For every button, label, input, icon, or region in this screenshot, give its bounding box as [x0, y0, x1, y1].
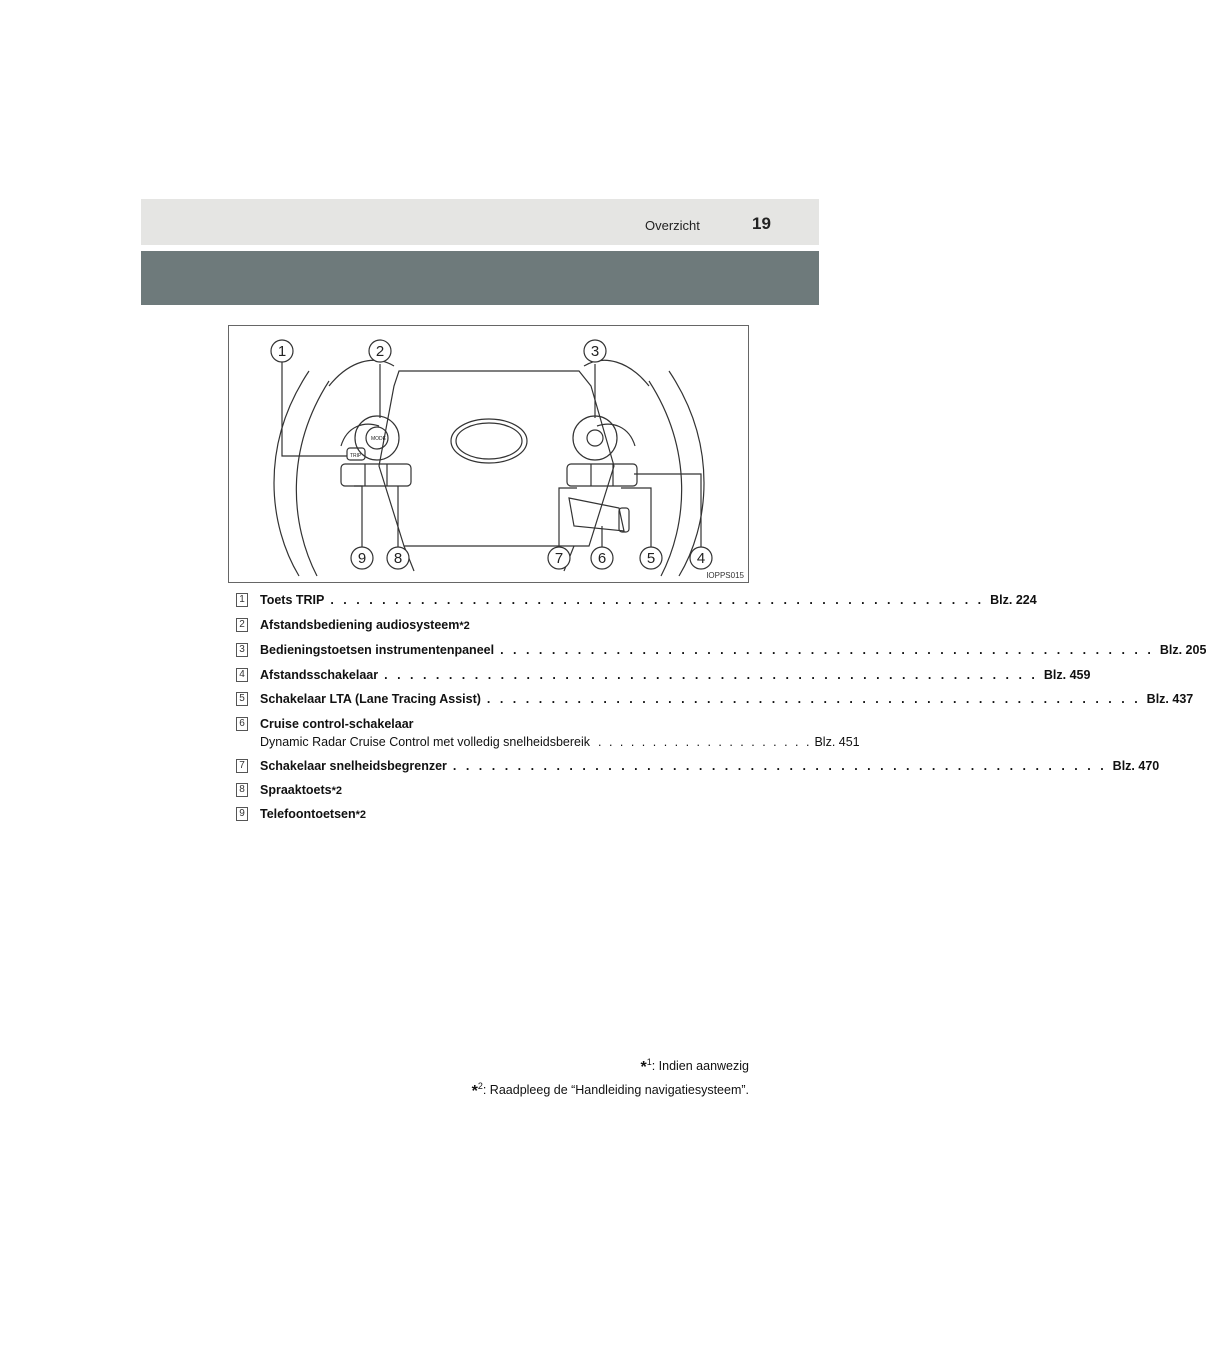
footnote-mark: * [471, 1083, 478, 1100]
item-title: Afstandsschakelaar [260, 668, 379, 682]
item-number: 3 [236, 643, 248, 657]
footnotes [471, 1056, 749, 1107]
figure-code: IOPPS015 [706, 571, 744, 580]
header-band [141, 199, 819, 245]
item-title: Bedieningstoetsen instrumentenpaneel [260, 643, 495, 657]
callout-2: 2 [375, 343, 385, 360]
steering-wheel-illustration [229, 326, 748, 582]
page-reference: Blz. 451 [814, 735, 860, 749]
item-number: 6 [236, 717, 248, 731]
footnote-index: 2 [477, 1080, 483, 1091]
page-reference: Blz. 470 [1112, 759, 1160, 773]
leader-dots: . . . . . . . . . . . . . . . . . . . . . . . . . . . . . . . . . . . . . . . . . . . . . . . . . . . [384, 668, 1038, 682]
title-band [141, 251, 819, 305]
section-title: Overzicht [645, 218, 700, 233]
item-title: Cruise control-schakelaar [260, 717, 414, 731]
footnote [472, 1056, 749, 1077]
leader-dots: . . . . . . . . . . . . . . . . . . . . . . . . . . . . . . . . . . . . . . . . . . . . . . . . . . . [500, 643, 1154, 657]
footnote-index: 1 [646, 1056, 652, 1067]
page-reference: Blz. 459 [1043, 668, 1091, 682]
leader-dots: . . . . . . . . . . . . . . . . . . . . [598, 735, 812, 749]
item-title: Spraaktoets [260, 783, 332, 797]
item-number: 8 [236, 783, 248, 797]
item-number: 2 [236, 618, 248, 632]
trip-button-label: TRIP [350, 453, 362, 459]
leader-dots: . . . . . . . . . . . . . . . . . . . . . . . . . . . . . . . . . . . . . . . . . . . . . . . . . . . [486, 692, 1141, 706]
item-number: 7 [236, 759, 248, 773]
item-number: 9 [236, 807, 248, 821]
callout-6: 6 [597, 550, 607, 567]
page-number: 19 [752, 214, 771, 233]
item-title: Afstandsbediening audiosysteem [260, 618, 460, 632]
footnote-mark: * [640, 1059, 647, 1076]
item-title: Schakelaar snelheidsbegrenzer [260, 759, 447, 773]
callout-9: 9 [357, 550, 367, 567]
mode-button-label: MODE [371, 436, 386, 442]
callout-8: 8 [393, 550, 403, 567]
callout-7: 7 [554, 550, 564, 567]
item-number: 1 [236, 593, 248, 607]
callout-3: 3 [590, 343, 600, 360]
callout-1: 1 [277, 343, 287, 360]
item-title: Schakelaar LTA (Lane Tracing Assist) [260, 692, 481, 706]
item-number: 4 [236, 668, 248, 682]
callout-4: 4 [696, 550, 706, 567]
sub-item-title: Dynamic Radar Cruise Control met volledig snelheidsbereik [260, 735, 591, 749]
page-reference: Blz. 224 [990, 593, 1037, 607]
leader-dots: . . . . . . . . . . . . . . . . . . . . . . . . . . . . . . . . . . . . . . . . . . . . . . . . . . . [452, 759, 1107, 773]
footnote-text: : Indien aanwezig [651, 1059, 749, 1073]
callout-5: 5 [646, 550, 656, 567]
item-title: Toets TRIP [260, 593, 325, 607]
page-reference: Blz. 437 [1146, 692, 1194, 706]
footnote-text: : Raadpleeg de “Handleiding navigatiesysteem”. [482, 1083, 749, 1097]
item-number: 5 [236, 692, 248, 706]
page-reference: Blz. 205 [1159, 643, 1206, 657]
steering-wheel-figure [228, 325, 749, 583]
leader-dots: . . . . . . . . . . . . . . . . . . . . . . . . . . . . . . . . . . . . . . . . . . . . . . . . . . . [330, 593, 985, 607]
item-title: Telefoontoetsen [260, 807, 356, 821]
footnote [471, 1080, 749, 1101]
